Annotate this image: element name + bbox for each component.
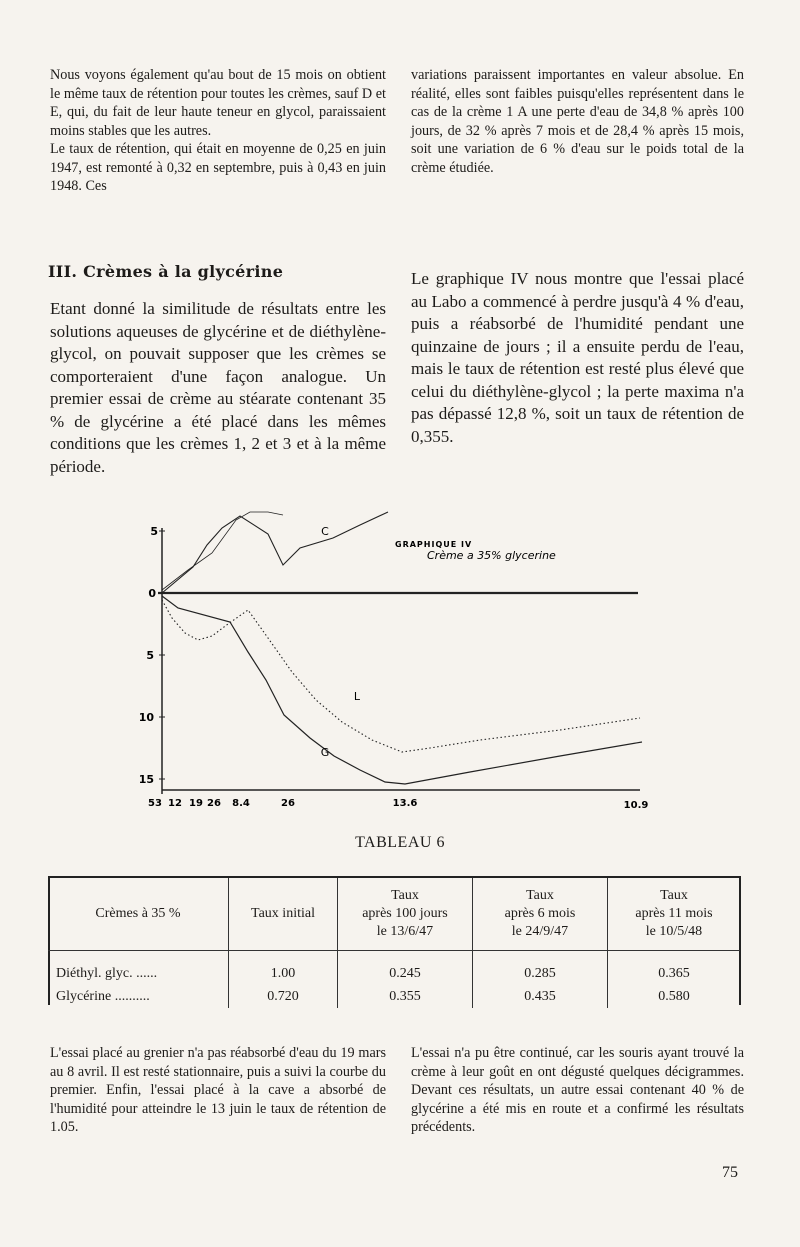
cell: 0.365 — [608, 951, 741, 986]
graph-iv — [0, 505, 800, 815]
y-tick-10: 10 — [138, 711, 154, 724]
x-tick-26a: 26 — [207, 798, 221, 809]
table-header-row — [48, 877, 740, 951]
paragraph-graph-description: Le graphique IV nous montre que l'essai placé au Labo a commencé à perdre jusqu'à 4 % d'eau, puis a réabsorbé de l'humidité pendant une quinzaine de jours ; il a ensuite perdu de l'eau, mais le taux de rétention est resté plus élevé que celui du diéthylène-glycol ; la perte maxima n'a pas dépassé 12,8 %, soit un taux de rétention de 0,355. — [411, 269, 744, 446]
y-tick-0: 0 — [148, 587, 156, 600]
paragraph-souris: L'essai n'a pu être continué, car les souris ayant trouvé la crème à leur goût en ont dégusté quelques décigrammes. Devant ces résultats, un autre essai contenant 40 % de glycérine a été mis en route et a confirmé les résultats précédents. — [411, 1045, 744, 1135]
paragraph-retention-rates: Le taux de rétention, qui était en moyenne de 0,25 en juin 1947, est remonté à 0,32 en septembre, puis à 0,43 en juin 1948. Ces — [50, 141, 386, 194]
series-c-label: C — [321, 525, 329, 538]
paragraph-retention-intro: Nous voyons également qu'au bout de 15 mois on obtient le même taux de rétention pour toutes les crèmes, sauf D et E, qui, du fait de leur haute teneur en glycol, paraissaient moins stables que les autres. — [50, 67, 386, 139]
y-tick-labels — [139, 525, 158, 786]
section-heading: III. Crèmes à la glycérine — [48, 262, 284, 281]
series-g-label: G — [320, 746, 330, 759]
paragraph-glycerine-test: Etant donné la similitude de résultats entre les solutions aqueuses de glycérine et de diéthylène-glycol, on pouvait supposer que les crèmes se comporteraient d'une façon analogue. Un premier essai de crème au stéarate contenant 35 % de glycérine a été placé dans les mêmes conditions que les crèmes 1, 2 et 3 et à la même période. — [50, 299, 386, 476]
x-tick-26b: 26 — [281, 798, 295, 809]
cell: 0.245 — [338, 951, 473, 986]
column-right-mid — [411, 268, 744, 448]
x-tick-136: 13.6 — [392, 798, 418, 809]
column-left-mid — [50, 298, 386, 478]
table-row — [48, 985, 740, 1008]
header-6-mois: Taux après 6 mois le 24/9/47 — [473, 877, 608, 951]
x-tick-109: 10.9 — [623, 800, 649, 811]
chart-title: GRAPHIQUE IV — [395, 540, 473, 549]
page-number: 75 — [722, 1164, 738, 1181]
header-taux-initial: Taux initial — [229, 877, 338, 951]
column-left-top — [50, 66, 386, 196]
header-100-jours: Taux après 100 jours le 13/6/47 — [338, 877, 473, 951]
series-l-label: L — [353, 690, 361, 703]
y-tick-15: 15 — [138, 773, 154, 786]
series-l-line — [162, 600, 640, 752]
paragraph-variations: variations paraissent importantes en valeur absolue. En réalité, elles sont faibles puisqu'elles représentent dans le cas de la crème 1 A une perte d'eau de 34,8 % après 100 jours, de 32 % après 7 mois et de 28,4 % après 15 mois, soit une variation de 6 % d'eau sur le poids total de la crème étudiée. — [411, 67, 744, 176]
column-right-bottom — [411, 1044, 744, 1137]
table-title: TABLEAU 6 — [355, 834, 445, 851]
chart-subtitle: Crème a 35% glycerine — [427, 549, 556, 562]
cell: 0.285 — [473, 951, 608, 986]
table-row — [48, 951, 740, 986]
x-tick-53: 53 — [148, 798, 162, 809]
y-tick-5: 5 — [146, 649, 154, 662]
row-label-glycerine: Glycérine .......... — [56, 988, 150, 1004]
x-tick-12: 12 — [168, 798, 182, 809]
cell: 0.355 — [338, 985, 473, 1008]
cell: 1.00 — [229, 951, 338, 986]
tableau-6 — [48, 876, 740, 1008]
header-cremes: Crèmes à 35 % — [48, 877, 229, 951]
y-tick-5-up: 5 — [150, 525, 158, 538]
cell: 0.435 — [473, 985, 608, 1008]
x-tick-84: 8.4 — [232, 798, 250, 809]
row-label-diethyl: Diéthyl. glyc. ...... — [56, 965, 158, 981]
series-c-line — [162, 512, 388, 593]
cell: 0.580 — [608, 985, 741, 1008]
column-right-top — [411, 66, 744, 177]
series-g-line — [162, 596, 642, 784]
paragraph-grenier: L'essai placé au grenier n'a pas réabsorbé d'eau du 19 mars au 8 avril. Il est resté stationnaire, puis a suivi la courbe du premier. Enfin, l'essai placé à la cave a absorbé de l'humidité pour atteindre le 13 juin le taux de rétention de 1.05. — [50, 1045, 386, 1135]
cell: 0.720 — [229, 985, 338, 1008]
header-11-mois: Taux après 11 mois le 10/5/48 — [608, 877, 741, 951]
x-tick-19: 19 — [189, 798, 203, 809]
x-tick-labels — [148, 798, 648, 811]
column-left-bottom — [50, 1044, 386, 1137]
